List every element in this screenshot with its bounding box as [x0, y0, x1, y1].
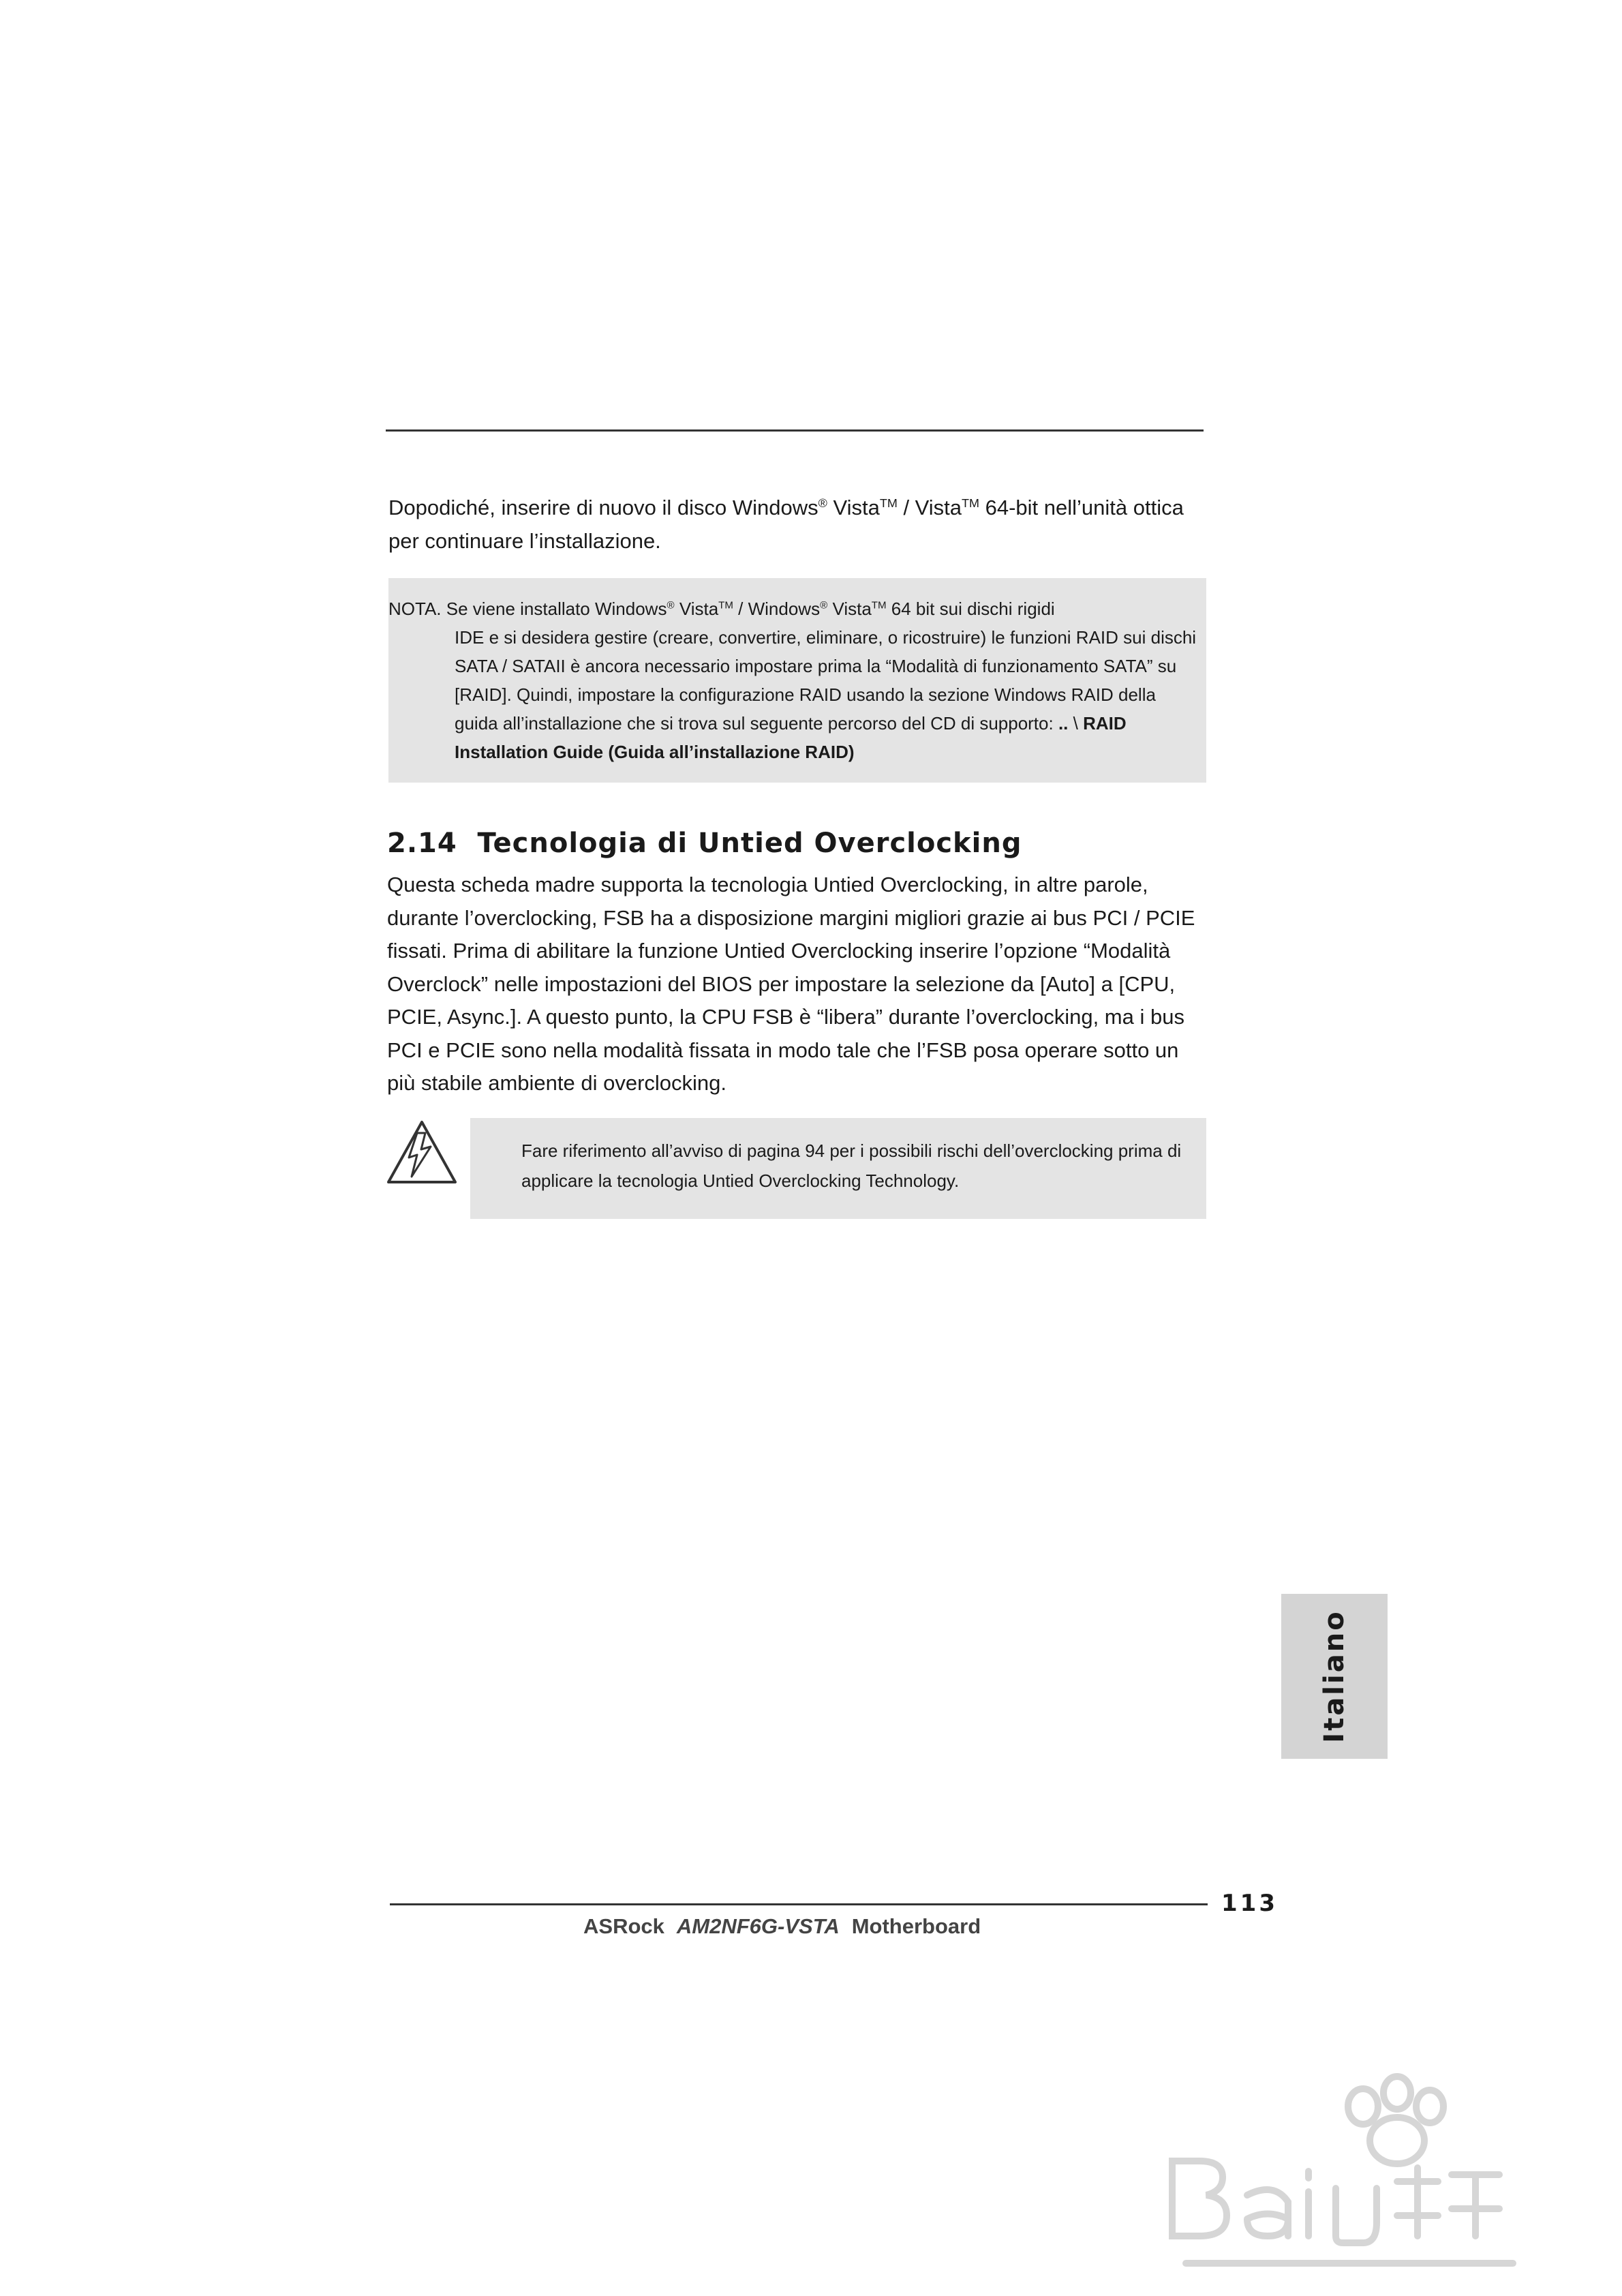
note-path-dots: .. — [1058, 713, 1069, 734]
language-tab — [1281, 1594, 1388, 1759]
intro-paragraph: Dopodiché, inserire di nuovo il disco Windows® Vista™ / Vista™ 64-bit nell’unità ottica per continuare l’installazione. — [388, 496, 1184, 553]
note-path-guide: RAID Installation Guide (Guida all’installazione RAID) — [455, 713, 1127, 762]
note-box — [388, 578, 1206, 783]
top-rule — [386, 429, 1204, 432]
warning-box — [470, 1118, 1206, 1219]
warning-lightning-icon — [386, 1118, 458, 1186]
page-number: 113 — [1221, 1890, 1278, 1917]
section-body: Questa scheda madre supporta la tecnologia Untied Overclocking, in altre parole, durante l’overclocking, FSB ha a disposizione margini migliori grazie ai bus PCI / PCIE fissati. Prima di abilitare la funzione Untied Overclocking inserire l’opzione “Modalità Overclock” nelle impostazioni del BIOS per impostare la selezione da [Auto] a [CPU, PCIE, Async.]. A questo punto, la CPU FSB è “libera” durante l’overclocking, ma i bus PCI e PCIE sono nella modalità fissata in modo tale che l’FSB posa operare sotto un più stabile ambiente di overclocking. — [387, 873, 1195, 1095]
language-label: Italiano — [1319, 1610, 1350, 1743]
footer-rule — [390, 1903, 1208, 1905]
note-lead-line: NOTA. Se viene installato Windows® Vista™ / Windows® Vista™ 64 bit sui dischi rigidi — [388, 599, 1055, 619]
footer-model: AM2NF6G-VSTA — [676, 1914, 840, 1938]
section-heading: 2.14 Tecnologia di Untied Overclocking — [387, 828, 1022, 859]
footer-product: Motherboard — [851, 1914, 981, 1938]
footer-product-line — [583, 1914, 981, 1939]
note-body: IDE e si desidera gestire (creare, convertire, eliminare, o ricostruire) le funzioni RAID sui dischi SATA / SATAII è ancora necessario impostare prima la “Modalità di funzionamento SATA” su [RAID]. Quindi, impostare la configurazione RAID usando la sezione Windows RAID della guida all’installazione che si trova sul seguente percorso del CD di supporto: .. \ RAID Installation Guide (Guida all’installazione RAID) — [455, 627, 1197, 762]
warning-text: Fare riferimento all’avviso di pagina 94 per i possibili rischi dell’overclocking prima di applicare la tecnologia Untied Overclocking Technology. — [521, 1141, 1182, 1191]
footer-brand: ASRock — [583, 1914, 664, 1938]
baidu-jingyan-logo — [1159, 2059, 1540, 2277]
